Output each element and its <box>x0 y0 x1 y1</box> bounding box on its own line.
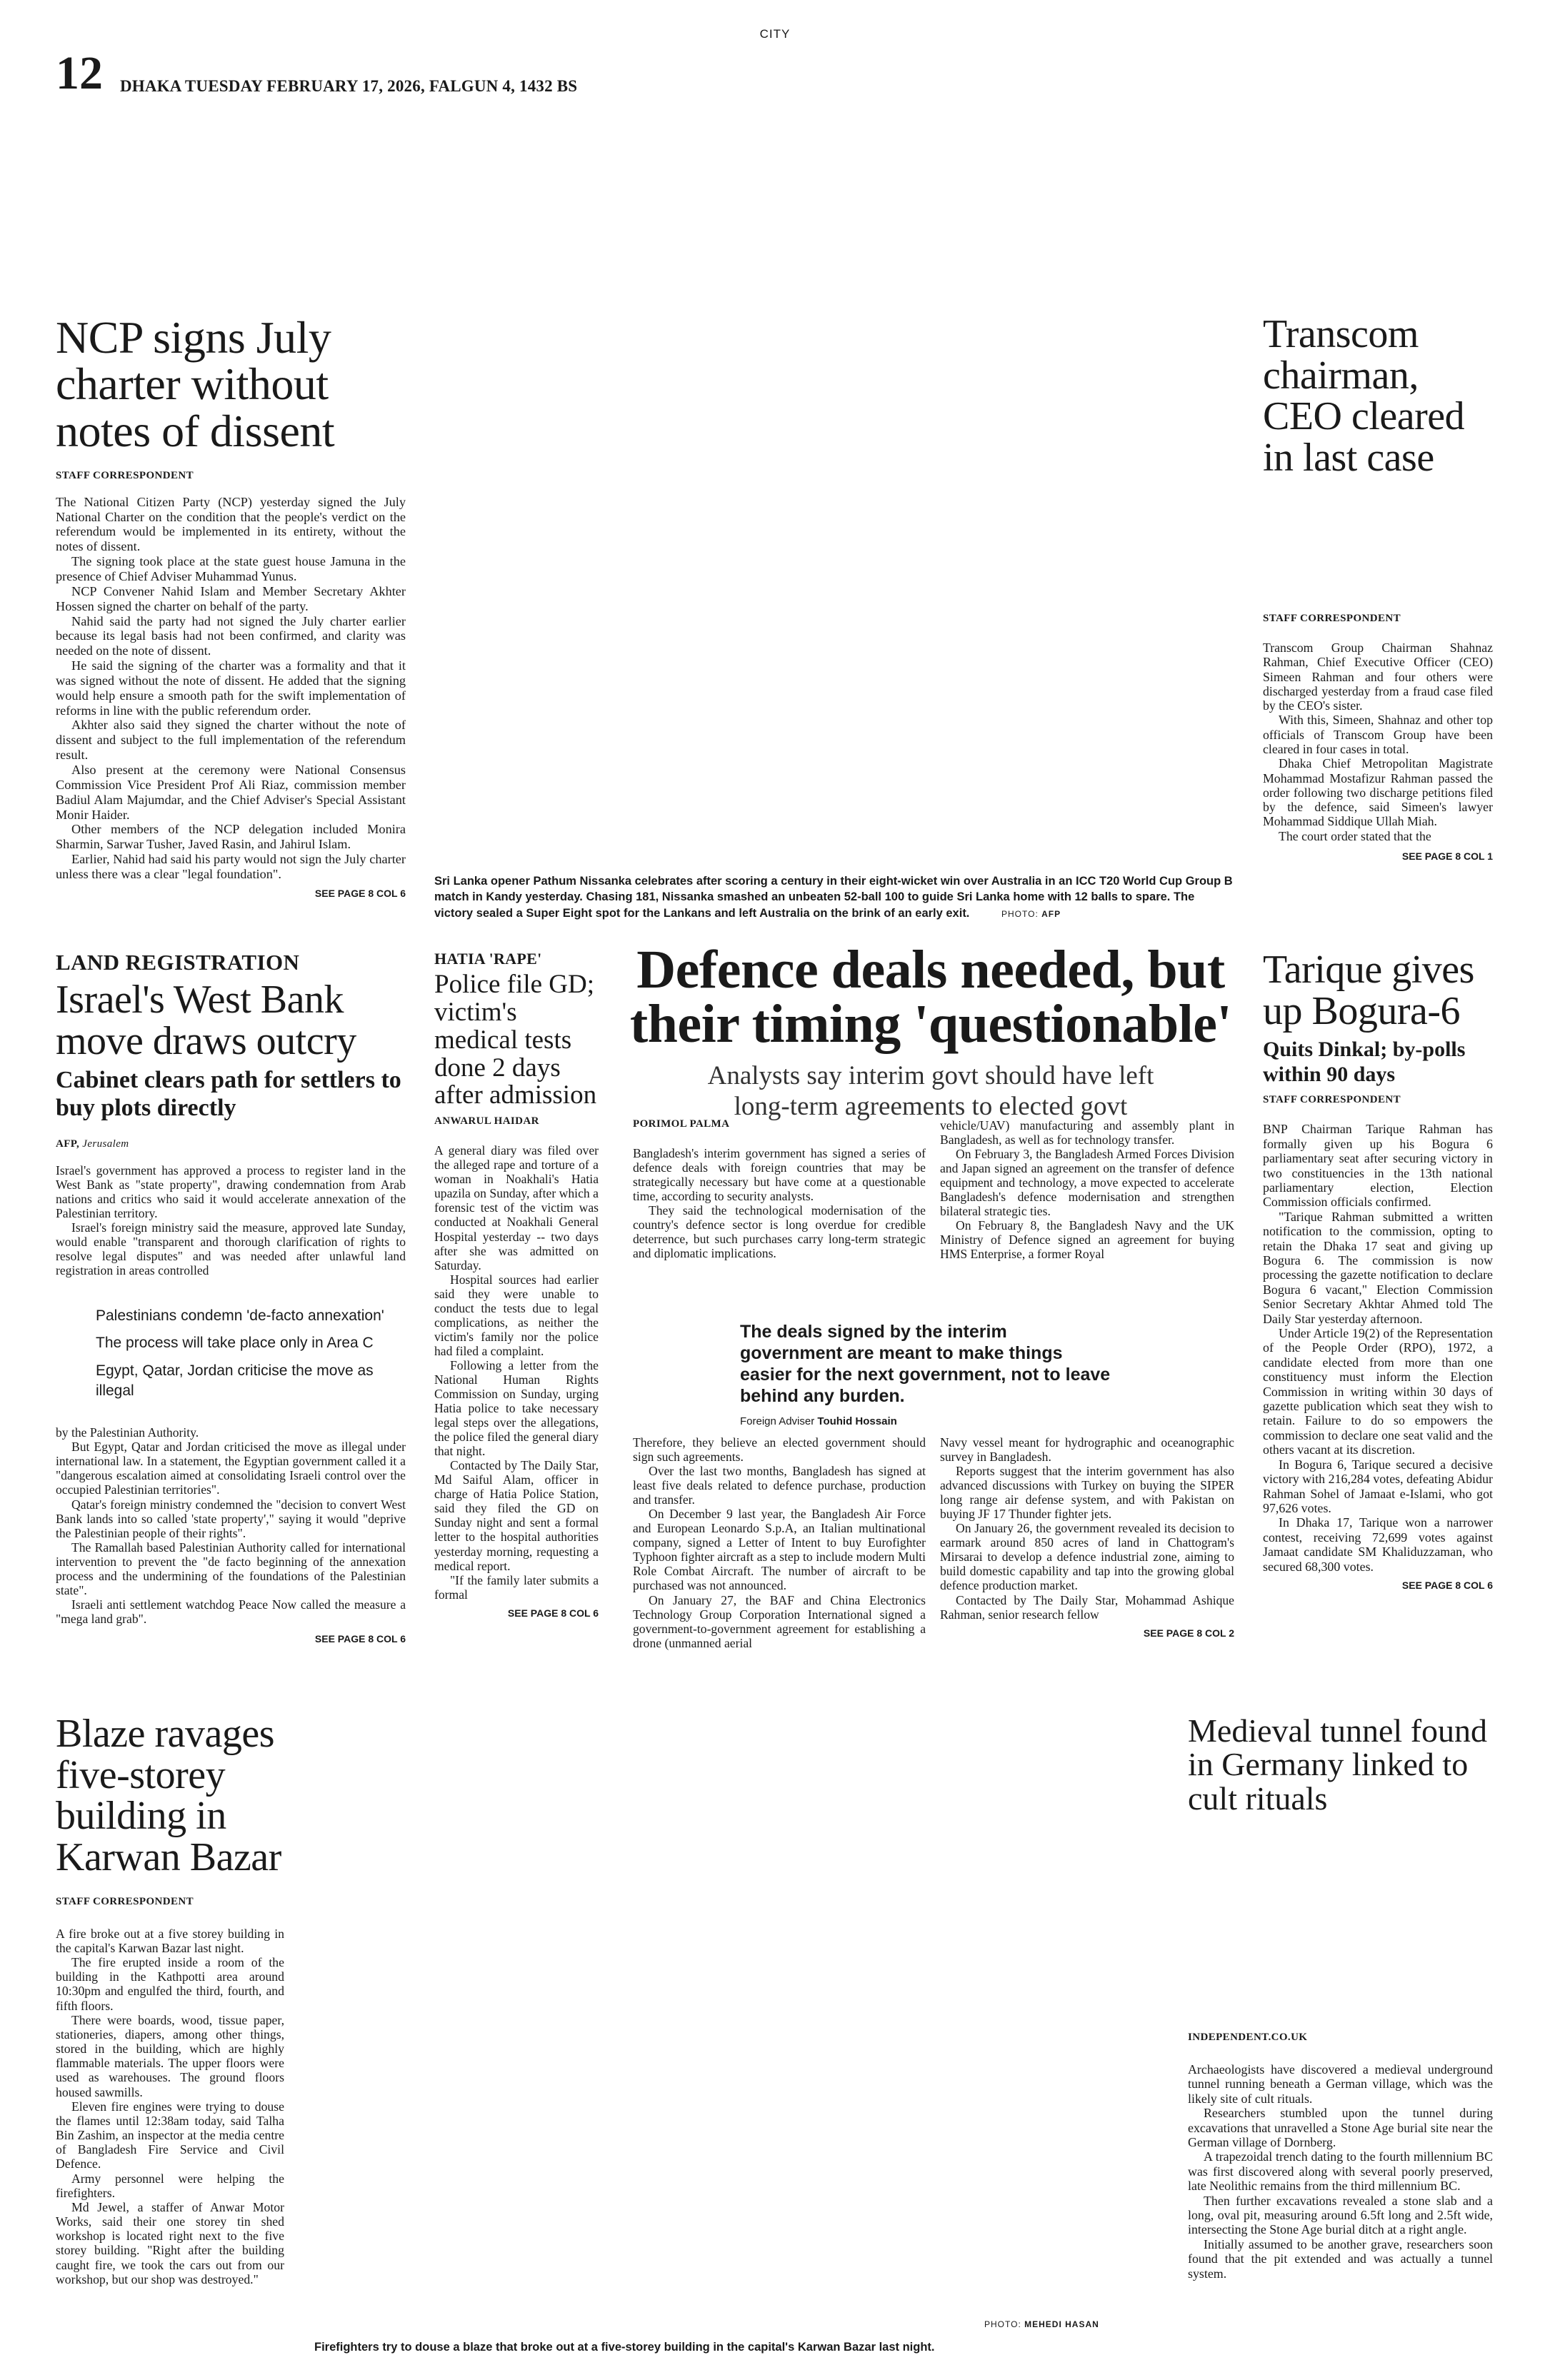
israel-deck: Cabinet clears path for settlers to buy plots directly <box>56 1067 401 1122</box>
ncp-story <box>56 314 406 899</box>
paragraph: Nahid said the party had not signed the July charter earlier because its legal basis had not been confirmed, and clarity was needed on the note of dissent. <box>56 613 406 658</box>
defence-col2-bottom <box>940 1435 1234 1622</box>
israel-story <box>56 950 406 1645</box>
israel-body-top <box>56 1163 406 1277</box>
defence-deck: Analysts say interim govt should have left long-term agreements to elected govt <box>707 1061 1154 1121</box>
transcom-byline: STAFF CORRESPONDENT <box>1263 613 1401 624</box>
page-number: 12 <box>56 47 103 99</box>
tarique-deck: Quits Dinkal; by-polls within 90 days <box>1263 1038 1466 1086</box>
paragraph: But Egypt, Qatar and Jordan criticised the move as illegal under international law. In a statement, the Egyptian government called it a "dangerous escalation aimed at consolidating Israeli control over the occupied Palestinian territories". <box>56 1440 406 1497</box>
paragraph: On February 8, the Bangladesh Navy and the UK Ministry of Defence signed an agreement for buying HMS Enterprise, a former Royal <box>940 1218 1234 1262</box>
paragraph: A trapezoidal trench dating to the fourth millennium BC was first discovered along with several poorly preserved, late Neolithic remains from the third millennium BC. <box>1188 2149 1493 2194</box>
paragraph: He said the signing of the charter was a formality and that it was signed without the note of dissent. He added that the signing would help ensure a smooth path for the swift implementation of reforms in line with the public referendum order. <box>56 658 406 718</box>
tarique-see-page: SEE PAGE 8 COL 6 <box>1401 1579 1493 1591</box>
defence-story <box>627 940 1234 1122</box>
cricket-photo-caption <box>434 873 1234 921</box>
hatia-see-page: SEE PAGE 8 COL 6 <box>507 1607 599 1619</box>
paragraph: NCP Convener Nahid Islam and Member Secretary Akhter Hossen signed the charter on behalf of the party. <box>56 583 406 613</box>
tarique-story <box>1263 950 1493 1591</box>
israel-see-page: SEE PAGE 8 COL 6 <box>314 1632 406 1645</box>
paragraph: On January 27, the BAF and China Electronics Technology Group Corporation International signed a government-to-government agreement for establishing a drone (unmanned aerial <box>633 1592 926 1650</box>
paragraph: A fire broke out at a five storey building in the capital's Karwan Bazar last night. <box>56 1926 284 1955</box>
ncp-see-page: SEE PAGE 8 COL 6 <box>314 887 406 899</box>
transcom-story <box>1263 314 1493 479</box>
dateline: DHAKA TUESDAY FEBRUARY 17, 2026, FALGUN 4, 1432 BS <box>120 77 578 95</box>
tunnel-body-block <box>1188 2032 1493 2281</box>
paragraph: Reports suggest that the interim government has also advanced discussions with Turkey on buying the SIPER long range air defense system, and with Pakistan on buying JF 17 Thunder fighter jets. <box>940 1464 1234 1522</box>
paragraph: There were boards, wood, tissue paper, stationeries, diapers, among other things, stored in the building, which are highly flammable materials. The upper floors were used as warehouses. The ground floors housed sawmills. <box>56 2012 284 2099</box>
defence-pull-source: Foreign Adviser Touhid Hossain <box>740 1415 897 1427</box>
paragraph: BNP Chairman Tarique Rahman has formally given up his Bogura 6 parliamentary seat after securing victory in two constituencies in the 13th national parliamentary election, Election Commission officials confirmed. <box>1263 1122 1493 1210</box>
defence-col2 <box>940 1118 1234 1261</box>
defence-pull-text: The deals signed by the interim government are meant to make things easier for the next government, not to leave behind any burden. <box>740 1322 1111 1406</box>
hatia-kicker: HATIA 'RAPE' <box>434 950 542 968</box>
israel-headline: Israel's West Bank move draws outcry <box>56 978 356 1063</box>
highlight-item: Egypt, Qatar, Jordan criticise the move as illegal <box>96 1362 374 1399</box>
paragraph: Initially assumed to be another grave, researchers soon found that the pit extended and was actually a tunnel system. <box>1188 2236 1493 2281</box>
transcom-headline: Transcom chairman, CEO cleared in last case <box>1263 312 1465 481</box>
paragraph: Navy vessel meant for hydrographic and oceanographic survey in Bangladesh. <box>940 1435 1234 1465</box>
defence-see-page: SEE PAGE 8 COL 2 <box>1143 1627 1234 1639</box>
israel-kicker: LAND REGISTRATION <box>56 950 300 975</box>
blaze-body <box>56 1927 284 2286</box>
paragraph: Contacted by The Daily Star, Md Saiful Alam, officer in charge of Hatia Police Station, said they filed the GD on Sunday night and sent a formal letter to the hospital authorities yesterday morning, requesting a medical report. <box>434 1458 599 1573</box>
paragraph: "Tarique Rahman submitted a written notification to the commission, opting to retain the Dhaka 17 seat and giving up Bogura 6. The commission is now processing the gazette notification to declare Bogura 6 vacant," Election Commission Senior Secretary Akhtar Ahmed told The Daily Star yesterday afternoon. <box>1263 1209 1493 1326</box>
section-label: CITY <box>759 27 791 41</box>
transcom-body-block <box>1263 613 1493 862</box>
hatia-byline: ANWARUL HAIDAR <box>434 1115 539 1128</box>
israel-highlights <box>96 1306 406 1401</box>
highlight-item: The process will take place only in Area C <box>96 1335 374 1352</box>
tunnel-story <box>1188 1714 1493 1815</box>
transcom-body <box>1263 641 1493 843</box>
tarique-body <box>1263 1122 1493 1574</box>
paragraph: Akhter also said they signed the charter without the note of dissent and subject to the full implementation of the referendum result. <box>56 718 406 763</box>
paragraph: The Ramallah based Palestinian Authority called for international intervention to prevent the "de facto beginning of the annexation process and the undermining of the foundations of the Palestinian state". <box>56 1540 406 1597</box>
hatia-story <box>434 950 599 1619</box>
paragraph: The fire erupted inside a room of the building in the Kathpotti area around 10:30pm and engulfed the third, fourth, and fifth floors. <box>56 1955 284 2013</box>
paragraph: by the Palestinian Authority. <box>56 1425 199 1440</box>
paragraph: On February 3, the Bangladesh Armed Forces Division and Japan signed an agreement on the transfer of defence equipment and technology, a move expected to accelerate Bangladesh's defence modernisation and strengthen bilateral strategic ties. <box>940 1147 1234 1219</box>
paragraph: A general diary was filed over the alleged rape and torture of a woman in Noakhali's Hatia upazila on Sunday, after which a forensic test of the victim was conducted at Noakhali General Hospital yesterday -- two days after she was admitted on Saturday. <box>434 1143 599 1272</box>
israel-body-bottom <box>56 1425 406 1626</box>
defence-col1 <box>633 1118 926 1260</box>
highlight-item: Palestinians condemn 'de-facto annexation' <box>96 1307 384 1324</box>
paragraph: They said the technological modernisation of the country's defence sector is long overdue for credible deterrence, but such purchases carry long-term strategic and diplomatic implications. <box>633 1203 926 1261</box>
hatia-headline: Police file GD; victim's medical tests done 2 days after admission <box>434 970 597 1110</box>
blaze-photo-caption: Firefighters try to douse a blaze that broke out at a five-storey building in the capital's Karwan Bazar last night. <box>314 2341 935 2354</box>
ncp-byline: STAFF CORRESPONDENT <box>56 469 194 481</box>
blaze-photo-credit: PHOTO: MEHEDI HASAN <box>984 2319 1099 2329</box>
paragraph: Following a letter from the National Human Rights Commission on Sunday, urging Hatia police to take necessary legal steps over the allegations, the police filed the general diary that night. <box>434 1357 599 1459</box>
tunnel-byline: INDEPENDENT.CO.UK <box>1188 2032 1308 2043</box>
paragraph: In Bogura 6, Tarique secured a decisive victory with 216,284 votes, defeating Abidur Rahman Sohel of Jamaat e-Islami, who got 97,626 votes. <box>1263 1457 1493 1515</box>
defence-col2-bottom-block <box>940 1435 1234 1639</box>
paragraph: Army personnel were helping the firefighters. <box>56 2171 284 2200</box>
tunnel-body <box>1188 2062 1493 2281</box>
defence-col1-top <box>633 1146 926 1260</box>
paragraph: Also present at the ceremony were National Consensus Commission Vice President Prof Ali Riaz, commission member Badiul Alam Majumdar, and the Chief Adviser's Special Assistant Monir Haider. <box>56 762 406 822</box>
paragraph: In Dhaka 17, Tarique won a narrower contest, receiving 72,699 votes against Jamaat candidate SM Khaliduzzaman, who secured 68,300 votes. <box>1263 1515 1493 1574</box>
paragraph: Israeli anti settlement watchdog Peace Now called the measure a "mega land grab". <box>56 1597 406 1626</box>
ncp-body <box>56 495 406 882</box>
paragraph: The signing took place at the state guest house Jamuna in the presence of Chief Adviser Muhammad Yunus. <box>56 554 406 584</box>
cricket-photo-credit: PHOTO: AFP <box>1001 908 1061 919</box>
paragraph: Md Jewel, a staffer of Anwar Motor Works, said their one storey tin shed workshop is located right next to the five storey building. "Right after the building caught fire, we took the cars out from our workshop, but our shop was destroyed." <box>56 2199 284 2286</box>
paragraph: Dhaka Chief Metropolitan Magistrate Mohammad Mostafizur Rahman passed the order following two discharge petitions filed by the defence, said Simeen's lawyer Mohammad Siddique Ullah Miah. <box>1263 756 1493 829</box>
paragraph: The court order stated that the <box>1279 828 1431 843</box>
tarique-byline: STAFF CORRESPONDENT <box>1263 1094 1401 1106</box>
paragraph: Over the last two months, Bangladesh has signed at least five deals related to defence purchase, production and transfer. <box>633 1464 926 1507</box>
paragraph: Transcom Group Chairman Shahnaz Rahman, Chief Executive Officer (CEO) Simeen Rahman and four others were discharged yesterday from a fraud case filed by the CEO's sister. <box>1263 641 1493 713</box>
paragraph: Israel's foreign ministry said the measure, approved late Sunday, would enable "transparent and thorough clarification of rights to resolve legal disputes" and was needed after unlawful land registration in areas controlled <box>56 1220 406 1277</box>
paragraph: Contacted by The Daily Star, Mohammad Ashique Rahman, senior research fellow <box>940 1592 1234 1622</box>
cricket-caption-text: Sri Lanka opener Pathum Nissanka celebrates after scoring a century in their eight-wicket win over Australia in an ICC T20 World Cup Group B match in Kandy yesterday. Chasing 181, Nissanka smashed an unbeaten 52-ball 100 to guide Sri Lanka home with 12 balls to spare. The victory sealed a Super Eight spot for the Lankans and left Australia on the brink of an early exit. <box>434 875 1233 920</box>
defence-col1-bottom <box>633 1435 926 1650</box>
blaze-headline: Blaze ravages five-storey building in Karwan Bazar <box>56 1712 281 1880</box>
defence-col1-bottom-block <box>633 1435 926 1650</box>
transcom-see-page: SEE PAGE 8 COL 1 <box>1401 850 1493 862</box>
defence-pull-quote <box>740 1321 1111 1427</box>
paragraph: Eleven fire engines were trying to douse the flames until 12:38am today, said Talha Bin Zashim, an inspector at the media centre of Bangladesh Fire Service and Civil Defence. <box>56 2099 284 2171</box>
paragraph: On December 9 last year, the Bangladesh Air Force and European Leonardo S.p.A, an Italian multinational company, signed a Letter of Intent to buy Eurofighter Typhoon fighter aircraft as a step to include modern Multi Role Combat Aircraft. The number of aircraft to be purchased was not announced. <box>633 1507 926 1593</box>
hatia-body <box>434 1143 599 1602</box>
paragraph: Under Article 19(2) of the Representation of the People Order (RPO), 1972, a candidate elected from more than one constituency must inform the Election Commission in writing within 30 days of gazette publication which seat they wish to retain. Failure to do so empowers the commission to declare one seat valid and the others vacant at its discretion. <box>1263 1326 1493 1457</box>
defence-headline: Defence deals needed, but their timing 'questionable' <box>629 940 1232 1054</box>
defence-byline: PORIMOL PALMA <box>633 1118 730 1130</box>
paragraph: The National Citizen Party (NCP) yesterday signed the July National Charter on the condition that the people's verdict on the referendum would be implemented in its entirety, without the notes of dissent. <box>56 494 406 554</box>
paragraph: Then further excavations revealed a stone slab and a long, oval pit, measuring around 6.5ft long and 2.5ft wide, intersecting the Stone Age burial ditch at a right angle. <box>1188 2193 1493 2237</box>
paragraph: Archaeologists have discovered a medieval underground tunnel running beneath a German village, which was the likely site of cult rituals. <box>1188 2062 1493 2106</box>
paragraph: Earlier, Nahid had said his party would not sign the July charter unless there was a clear "legal foundation". <box>56 852 406 881</box>
paragraph: Other members of the NCP delegation included Monira Sharmin, Sarwar Tusher, Javed Rasin, and Jahirul Islam. <box>56 822 406 852</box>
paragraph: Qatar's foreign ministry condemned the "decision to convert West Bank lands into so called 'state property'," saying it would "deprive the Palestinian people of their rights". <box>56 1497 406 1540</box>
israel-byline: AFP, Jerusalem <box>56 1138 129 1150</box>
tarique-headline: Tarique gives up Bogura-6 <box>1263 948 1474 1033</box>
tunnel-headline: Medieval tunnel found in Germany linked to cult rituals <box>1188 1712 1488 1817</box>
blaze-byline: STAFF CORRESPONDENT <box>56 1895 194 1907</box>
paragraph: Therefore, they believe an elected government should sign such agreements. <box>633 1435 926 1465</box>
defence-col2-top <box>940 1118 1234 1261</box>
paragraph: Israel's government has approved a process to register land in the West Bank as "state property", drawing condemnation from Arab nations and critics who said it would accelerate annexation of the Palestinian territory. <box>56 1163 406 1220</box>
ncp-headline: NCP signs July charter without notes of dissent <box>56 312 335 456</box>
paragraph: With this, Simeen, Shahnaz and other top officials of Transcom Group have been cleared in four cases in total. <box>1263 713 1493 756</box>
blaze-story <box>56 1714 284 2286</box>
paragraph: Bangladesh's interim government has signed a series of defence deals with foreign countries that may be strategically necessary but have come at a questionable time, according to security analysts. <box>633 1146 926 1204</box>
paragraph: vehicle/UAV) manufacturing and assembly plant in Bangladesh, as well as for technology transfer. <box>940 1118 1234 1148</box>
paragraph: Researchers stumbled upon the tunnel during excavations that unravelled a Stone Age burial site near the German village of Dornberg. <box>1188 2106 1493 2150</box>
paragraph: On January 26, the government revealed its decision to earmark around 850 acres of land in Chattogram's Mirsarai to develop a defence industrial zone, aiming to build domestic capability and tap into the growing global defence production market. <box>940 1521 1234 1593</box>
paragraph: Hospital sources had earlier said they were unable to conduct the tests due to legal complications, as neither the victim's family nor the police had filed a complaint. <box>434 1272 599 1358</box>
paragraph: "If the family later submits a formal <box>434 1572 599 1602</box>
